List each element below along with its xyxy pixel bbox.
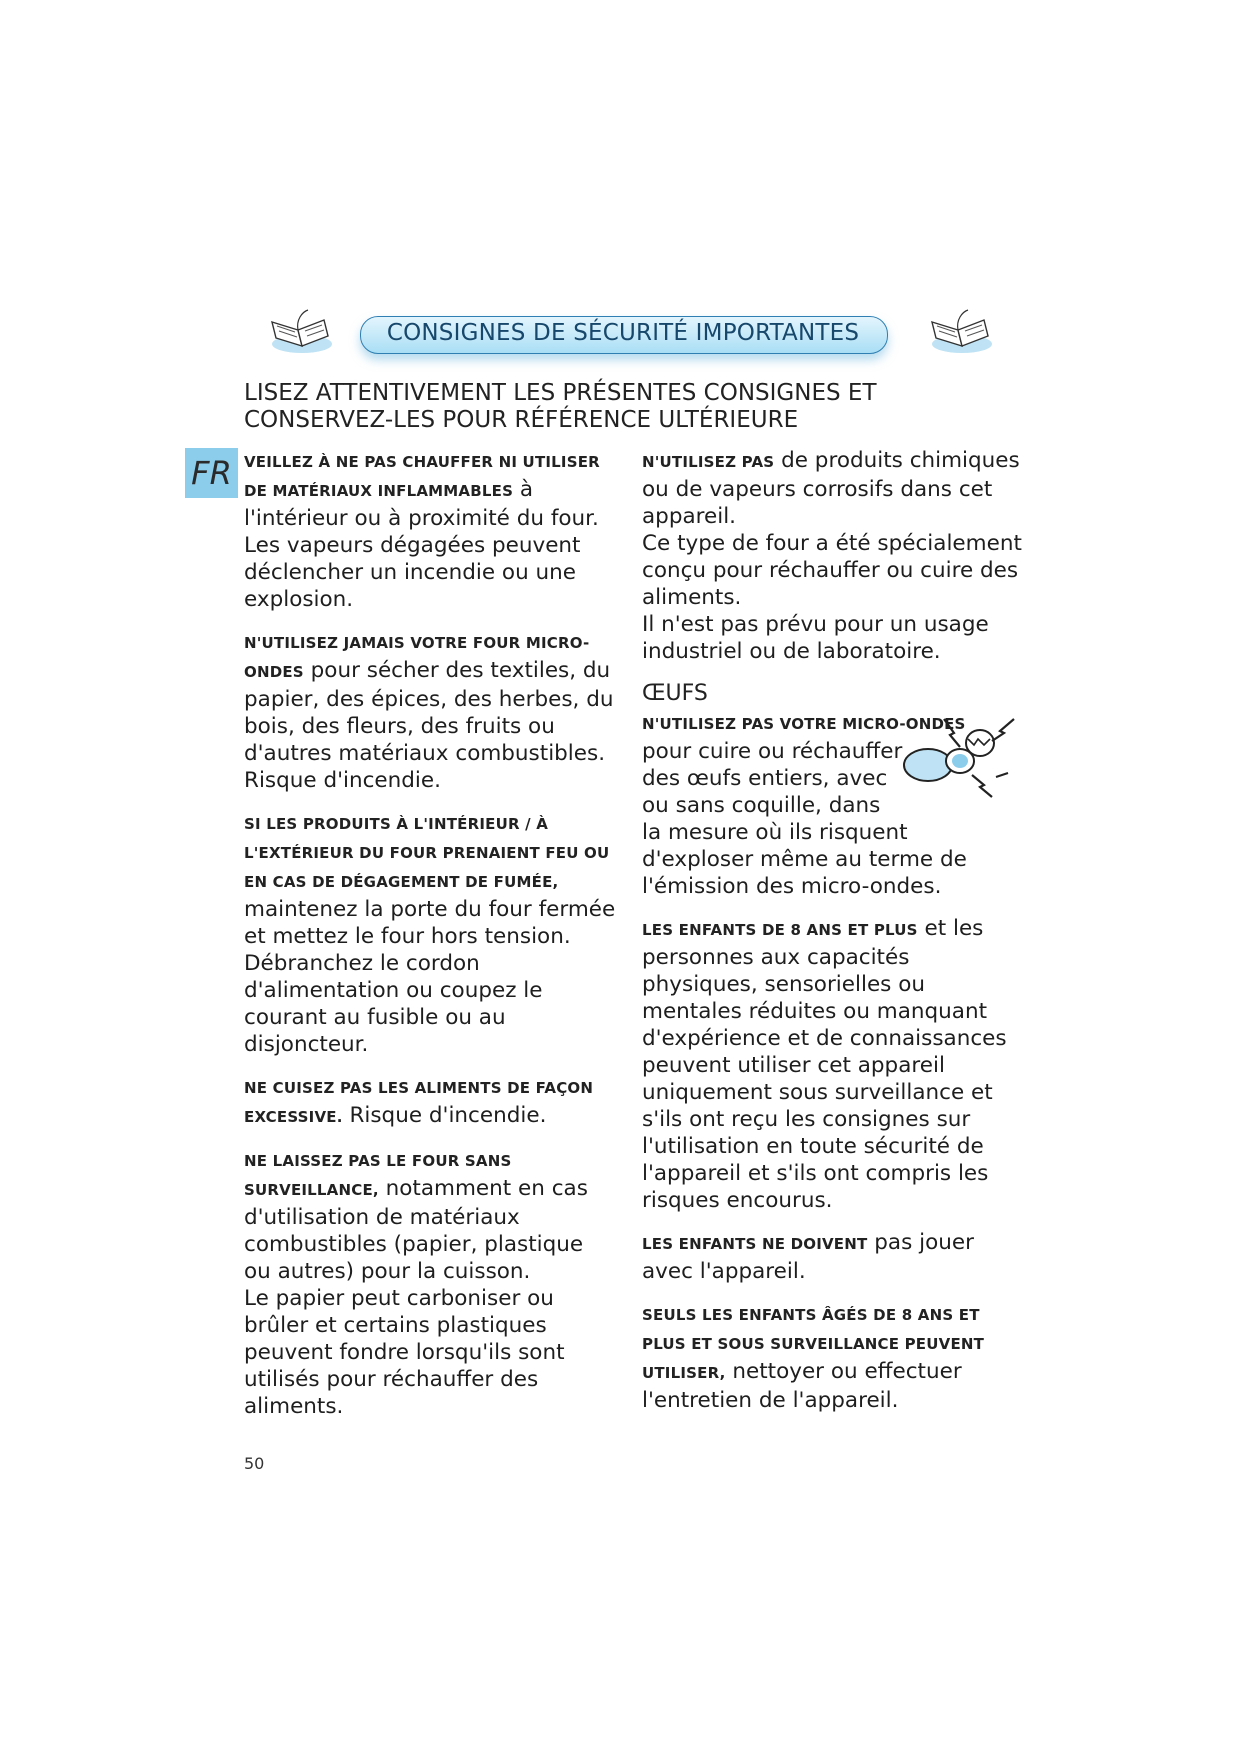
paragraph-body: maintenez la porte du four fermée et mettez le four hors tension. Débranchez le cordon d'alimentation ou coupez le courant au fusible ou au disjoncteur. [244,897,616,1057]
safety-paragraph [642,447,1022,665]
page-subtitle [244,380,924,434]
paragraph-body: Risque d'incendie. [342,1103,547,1128]
paragraph-body: nettoyer ou effectuer l'entretien de l'appareil. [642,1359,962,1413]
safety-paragraph [642,1300,1022,1414]
paragraph-body: et les personnes aux capacités physiques, sensorielles ou mentales réduites ou manquant d'expérience et de connaissances peuvent utiliser cet appareil uniquement sous surveillance et s'ils ont reçu les consignes sur l'utilisation en toute sécurité de l'appareil et s'ils ont compris les risques encourus. [642,916,1007,1213]
exploding-egg-icon [888,713,1018,803]
paragraph-body: notamment en cas d'utilisation de matériaux combustibles (papier, plastique ou autres) pour la cuisson. [244,1176,588,1284]
paragraph-lead: N'UTILISEZ PAS [642,453,775,471]
subtitle-line: CONSERVEZ-LES POUR RÉFÉRENCE ULTÉRIEURE [244,407,799,433]
paragraph-body: pas jouer avec l'appareil. [642,1230,974,1284]
paragraph-body: de produits chimiques ou de vapeurs corrosifs dans cet appareil. [642,448,1020,529]
paragraph-lead: LES ENFANTS NE DOIVENT [642,1235,868,1253]
paragraph-line: la mesure où ils risquent [642,820,908,845]
eggs-block [642,709,1022,900]
paragraph-lead: N'UTILISEZ PAS VOTRE MICRO-ONDES [642,715,966,733]
paragraph-lead: VEILLEZ À NE PAS CHAUFFER NI UTILISER DE MATÉRIAUX INFLAMMABLES [244,453,600,500]
paragraph-line: pour cuire ou réchauffer [642,739,903,764]
paragraph-lead: NE LAISSEZ PAS LE FOUR SANS SURVEILLANCE, [244,1152,512,1199]
paragraph-lead: SEULS LES ENFANTS ÂGÉS DE 8 ANS ET PLUS ET SOUS SURVEILLANCE PEUVENT UTILISER, [642,1306,985,1382]
left-column [244,447,616,1435]
language-tab: FR [185,448,238,498]
paragraph-extra: Ce type de four a été spécialement conçu pour réchauffer ou cuire des aliments. [642,531,1022,610]
banner-title: CONSIGNES DE SÉCURITÉ IMPORTANTES [386,320,860,346]
right-column [642,447,1022,1429]
safety-paragraph [244,1073,616,1131]
section-banner [262,300,1010,376]
safety-paragraph [642,1229,1022,1285]
paragraph-extra: Le papier peut carboniser ou brûler et certains plastiques peuvent fondre lorsqu'ils sont utilisés pour réchauffer des aliments. [244,1286,565,1419]
paragraph-body: pour sécher des textiles, du papier, des épices, des herbes, du bois, des fleurs, des fruits ou d'autres matériaux combustibles. [244,658,614,766]
safety-paragraph [244,1146,616,1420]
paragraph-extra: Risque d'incendie. [244,768,441,793]
safety-paragraph [244,447,616,613]
open-book-icon [262,304,338,356]
paragraph-lead: SI LES PRODUITS À L'INTÉRIEUR / À L'EXTÉRIEUR DU FOUR PRENAIENT FEU OU EN CAS DE DÉGAGEMENT DE FUMÉE, [244,815,610,891]
safety-paragraph [642,915,1022,1214]
subtitle-line: LISEZ ATTENTIVEMENT LES PRÉSENTES CONSIGNES ET [244,380,877,406]
paragraph-lead: LES ENFANTS DE 8 ANS ET PLUS [642,921,918,939]
paragraph-body: à l'intérieur ou à proximité du four. Les vapeurs dégagées peuvent déclencher un incendie ou une explosion. [244,477,599,612]
paragraph-lead: NE CUISEZ PAS LES ALIMENTS DE FAÇON EXCESSIVE. [244,1079,594,1126]
paragraph-body: d'exploser même au terme de l'émission des micro-ondes. [642,847,967,899]
paragraph-lead: N'UTILISEZ JAMAIS VOTRE FOUR MICRO-ONDES [244,634,590,681]
paragraph-line: des œufs entiers, avec [642,766,888,791]
open-book-icon [922,304,998,356]
eggs-heading: ŒUFS [642,681,708,706]
paragraph-line: ou sans coquille, dans [642,793,881,818]
safety-paragraph [244,809,616,1058]
page-number: 50 [244,1454,265,1473]
paragraph-extra: Il n'est pas prévu pour un usage industriel ou de laboratoire. [642,612,989,664]
safety-paragraph [244,628,616,794]
